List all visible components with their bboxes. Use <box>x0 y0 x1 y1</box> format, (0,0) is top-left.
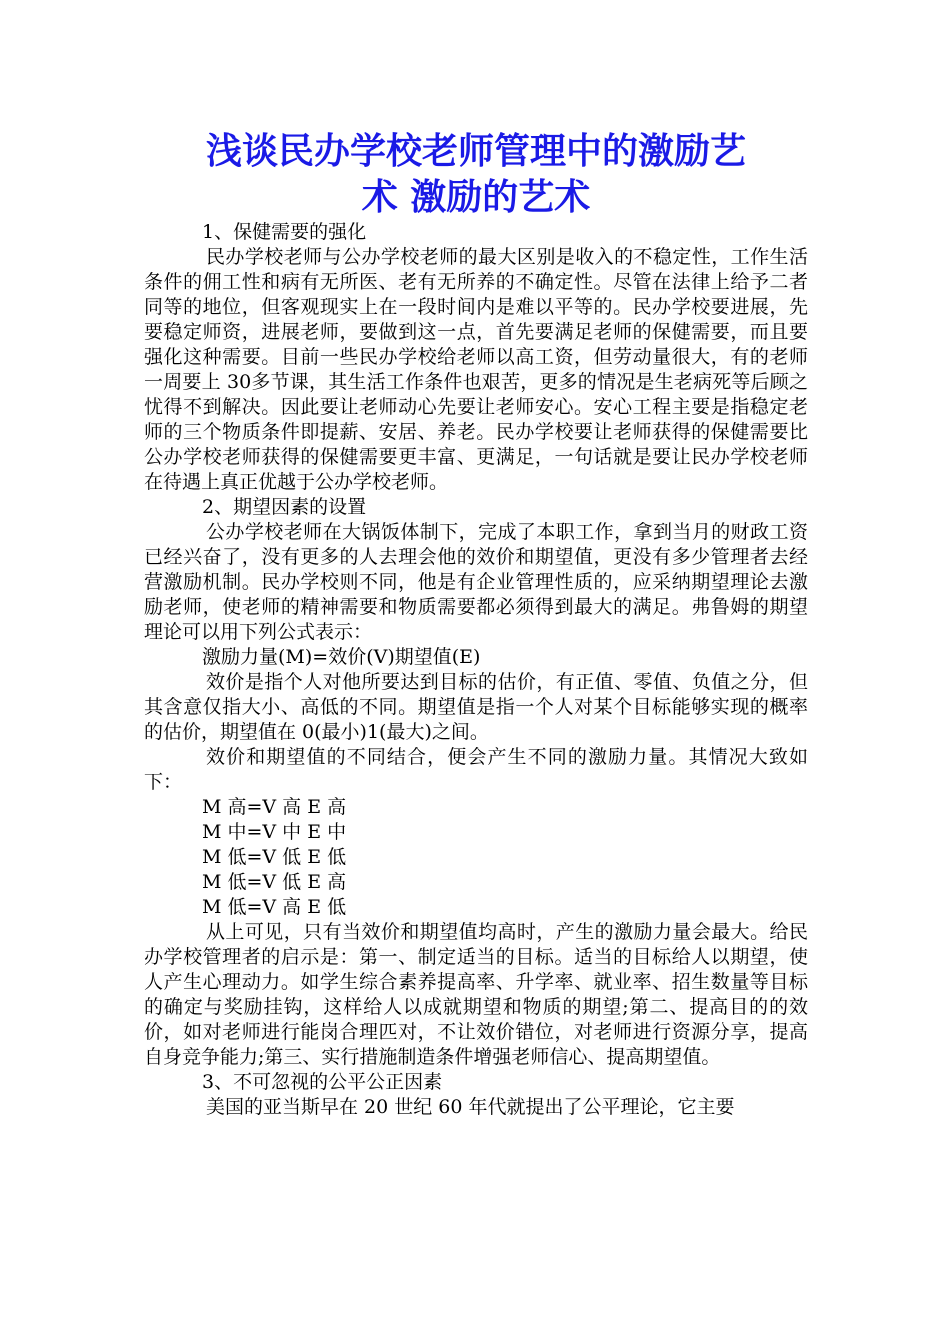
expectancy-formula: 激励力量(M)=效价(V)期望值(E) <box>202 646 481 668</box>
section-1-paragraph: 民办学校老师与公办学校老师的最大区别是收入的不稳定性，工作生活条件的佣工性和病有无所医、老有无所养的不确定性。尽管在法律上给予二者同等的地位，但客观现实上在一段时间内是难以平等的。民办学校要进展，先要稳定师资，进展老师，要做到这一点，首先要满足老师的保健需要，而且要强化这种需要。目前一些民办学校给老师以高工资，但劳动量很大，有的老师一周要上 30多节课，其生活工作条件也艰苦，更多的情况是生老病死等后顾之忧得不到解决。因此要让老师动心先要让老师安心。安心工程主要是指稳定老师的三个物质条件即提薪、安居、养老。民办学校要让老师获得的保健需要比公办学校老师获得的保健需要更丰富、更满足，一句话就是要让民办学校老师在待遇上真正优越于公办学校老师。 <box>144 246 808 493</box>
document-page <box>144 128 808 1120</box>
case-line: M 低=V 低 E 低 <box>202 846 347 868</box>
case-line: M 高=V 高 E 高 <box>202 796 347 818</box>
title-line-2: 术 激励的艺术 <box>361 176 591 218</box>
case-line: M 中=V 中 E 中 <box>202 821 347 843</box>
document-title <box>144 128 808 220</box>
case-line: M 低=V 低 E 高 <box>202 871 347 893</box>
section-2-heading: 2、期望因素的设置 <box>202 496 367 518</box>
section-2-paragraph-1: 公办学校老师在大锅饭体制下，完成了本职工作，拿到当月的财政工资已经兴奋了，没有更多的人去理会他的效价和期望值，更没有多少管理者去经营激励机制。民办学校则不同，他是有企业管理性质的，应采纳期望理论去激励老师，使老师的精神需要和物质需要都必须得到最大的满足。弗鲁姆的期望理论可以用下列公式表示： <box>144 521 808 643</box>
section-2-paragraph-4: 从上可见，只有当效价和期望值均高时，产生的激励力量会最大。给民办学校管理者的启示是：第一、制定适当的目标。适当的目标给人以期望，使人产生心理动力。如学生综合素养提高率、升学率、就业率、招生数量等目标的确定与奖励挂钩，这样给人以成就期望和物质的期望;第二、提高目的的效价，如对老师进行能岗合理匹对，不让效价错位，对老师进行资源分享，提高自身竞争能力;第三、实行措施制造条件增强老师信心、提高期望值。 <box>144 921 808 1068</box>
section-1-heading: 1、保健需要的强化 <box>202 221 367 243</box>
section-3-paragraph: 美国的亚当斯早在 20 世纪 60 年代就提出了公平理论，它主要 <box>206 1096 735 1118</box>
case-line: M 低=V 高 E 低 <box>202 896 347 918</box>
title-line-1: 浅谈民办学校老师管理中的激励艺 <box>205 130 746 172</box>
section-2-paragraph-2: 效价是指个人对他所要达到目标的估价，有正值、零值、负值之分，但其含意仅指大小、高低的不同。期望值是指一个人对某个目标能够实现的概率的估价，期望值在 0(最小)1(最大)之间。 <box>144 671 808 743</box>
section-2-paragraph-3: 效价和期望值的不同结合，便会产生不同的激励力量。其情况大致如下： <box>144 746 808 793</box>
section-3-heading: 3、不可忽视的公平公正因素 <box>202 1071 443 1093</box>
